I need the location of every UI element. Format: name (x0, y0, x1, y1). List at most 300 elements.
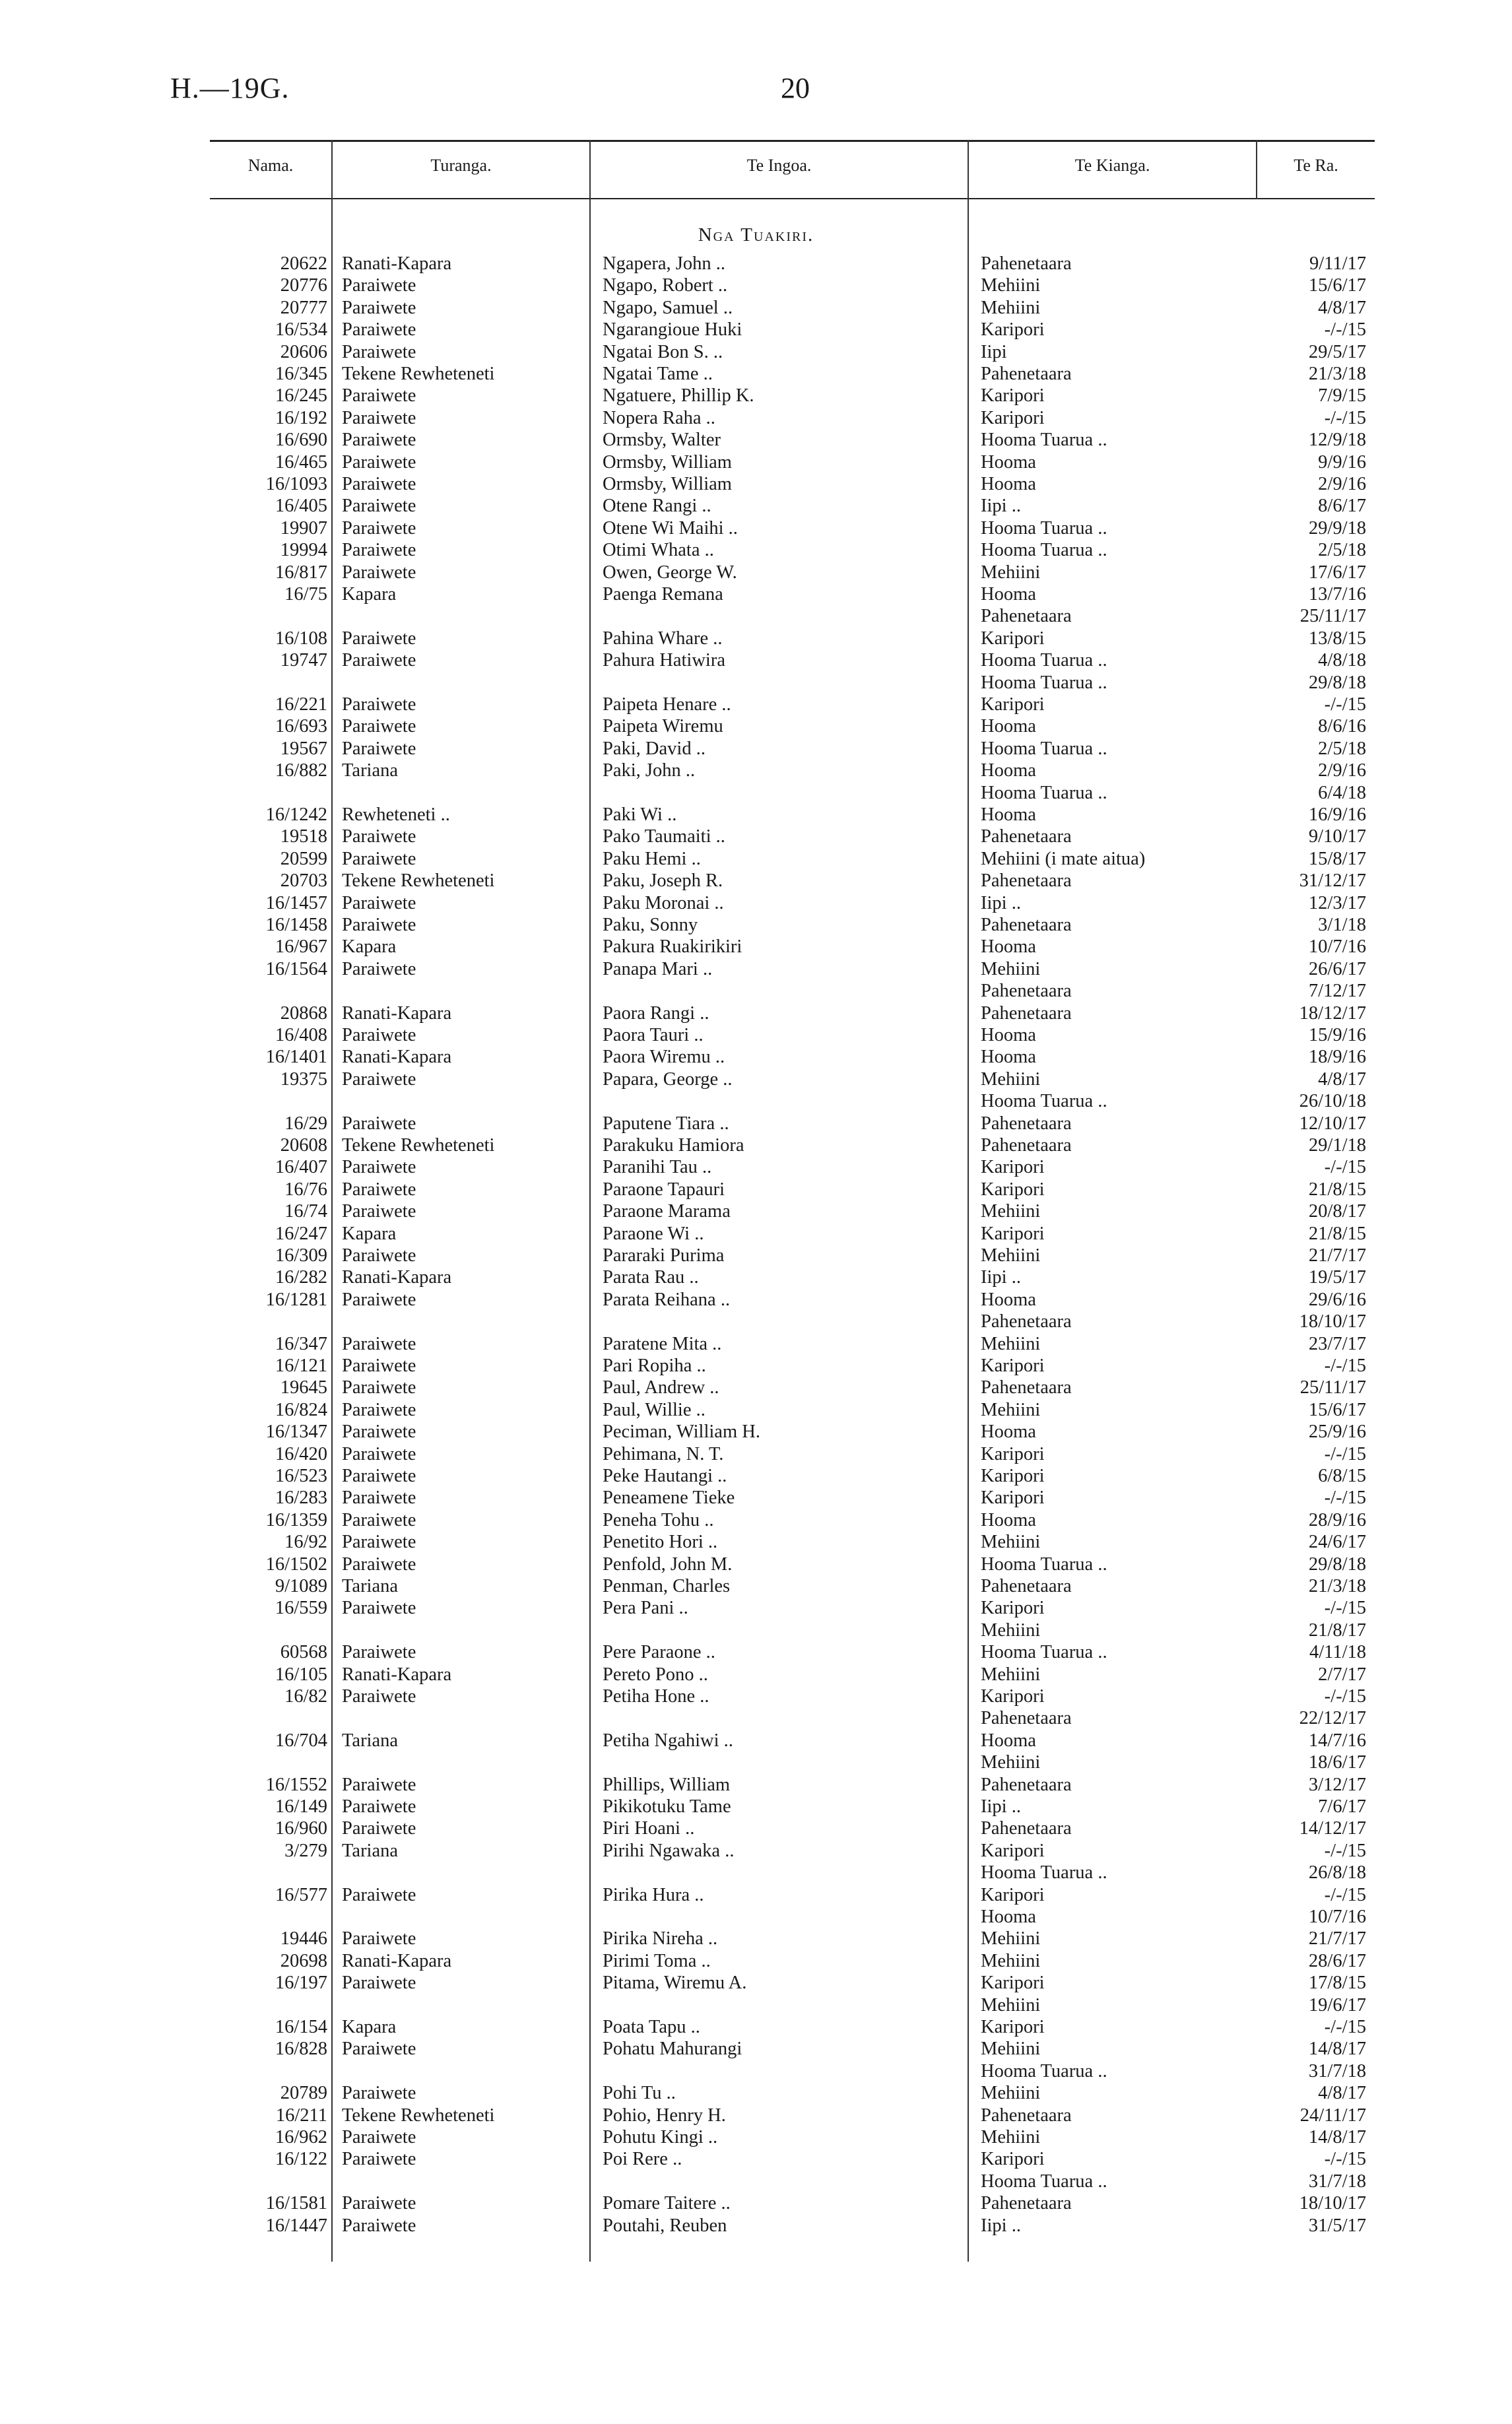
table-row (0, 936, 1512, 958)
roll-number: 16/962 (275, 2127, 327, 2147)
regiment-cell: Paraiwete (342, 1488, 416, 1508)
regiment-cell: Paraiwete (342, 628, 416, 649)
date-cell: 15/6/17 (1308, 1400, 1366, 1420)
name-cell: Pirihi Ngawaka .. (603, 1841, 735, 1861)
table-row (0, 1950, 1512, 1972)
status-cell: Hooma Tuarua .. (981, 783, 1107, 803)
status-cell: Pahenetaara (981, 1377, 1072, 1398)
regiment-cell: Paraiwete (342, 1554, 416, 1575)
status-cell: Iipi .. (981, 893, 1021, 913)
regiment-cell: Tekene Rewheteneti (342, 1135, 495, 1156)
date-cell: 4/8/17 (1318, 298, 1366, 318)
table-row (0, 473, 1512, 495)
date-cell: 18/6/17 (1308, 1752, 1366, 1773)
date-cell: 28/9/16 (1308, 1510, 1366, 1530)
report-reference: H.—19G. (170, 72, 290, 104)
status-cell: Pahenetaara (981, 2105, 1072, 2126)
name-cell: Papara, George .. (603, 1069, 733, 1090)
status-cell: Pahenetaara (981, 1003, 1072, 1024)
table-row (0, 1002, 1512, 1024)
name-cell: Otimi Whata .. (603, 540, 714, 560)
date-cell: 4/8/17 (1318, 1069, 1366, 1090)
date-cell: 6/8/15 (1318, 1466, 1366, 1486)
table-row (0, 583, 1512, 605)
regiment-cell: Ranati-Kapara (342, 253, 452, 274)
name-cell: Parata Rau .. (603, 1267, 699, 1288)
roll-number: 16/407 (275, 1157, 327, 1177)
name-cell: Ngapera, John .. (603, 253, 725, 274)
table-row (0, 1774, 1512, 1796)
table-row (0, 385, 1512, 407)
status-cell: Mehiini (981, 1752, 1041, 1773)
table-row (0, 1223, 1512, 1245)
table-row (0, 1730, 1512, 1752)
roll-number: 16/824 (275, 1400, 327, 1420)
regiment-cell: Tariana (342, 760, 399, 781)
table-row (0, 628, 1512, 649)
roll-number: 16/960 (275, 1818, 327, 1839)
date-cell: 21/3/18 (1308, 364, 1366, 384)
roll-number: 20776 (280, 275, 327, 296)
status-cell: Pahenetaara (981, 981, 1072, 1001)
status-cell: Mehiini (981, 298, 1041, 318)
name-cell: Peciman, William H. (603, 1422, 760, 1442)
roll-number: 16/465 (275, 452, 327, 473)
date-cell: 31/5/17 (1308, 2215, 1366, 2236)
roll-number: 16/405 (275, 496, 327, 516)
regiment-cell: Paraiwete (342, 385, 416, 406)
name-cell: Pomare Taitere .. (603, 2193, 731, 2213)
status-cell: Pahenetaara (981, 1818, 1072, 1839)
regiment-cell: Paraiwete (342, 474, 416, 494)
status-cell: Pahenetaara (981, 1135, 1072, 1156)
date-cell: 8/6/17 (1318, 496, 1366, 516)
date-cell: 4/8/18 (1318, 650, 1366, 671)
status-cell: Karipori (981, 628, 1045, 649)
name-cell: Paranihi Tau .. (603, 1157, 712, 1177)
date-cell: 18/12/17 (1299, 1003, 1366, 1024)
status-cell: Hooma Tuarua .. (981, 540, 1107, 560)
date-cell: 8/6/16 (1318, 716, 1366, 737)
name-cell: Paraone Tapauri (603, 1179, 725, 1200)
date-cell: 16/9/16 (1308, 804, 1366, 825)
table-row (0, 1156, 1512, 1178)
status-cell: Karipori (981, 694, 1045, 715)
status-cell: Pahenetaara (981, 870, 1072, 891)
roll-number: 20608 (280, 1135, 327, 1156)
date-cell: 21/7/17 (1308, 1928, 1366, 1949)
name-cell: Nopera Raha .. (603, 408, 715, 428)
table-row (0, 1796, 1512, 1818)
roll-number: 16/245 (275, 385, 327, 406)
status-cell: Hooma (981, 452, 1036, 473)
status-cell: Hooma Tuarua .. (981, 672, 1107, 693)
status-cell: Karipori (981, 1356, 1045, 1376)
name-cell: Pirimi Toma .. (603, 1951, 711, 1971)
table-row (0, 275, 1512, 296)
date-cell: 3/1/18 (1318, 915, 1366, 935)
date-cell: 21/8/15 (1308, 1179, 1366, 1200)
table-row (0, 297, 1512, 319)
status-cell: Mehiini (981, 1928, 1041, 1949)
roll-number: 19645 (280, 1377, 327, 1398)
date-cell: 6/4/18 (1318, 783, 1366, 803)
status-cell: Karipori (981, 1973, 1045, 1993)
status-cell: Hooma Tuarua .. (981, 2061, 1107, 2081)
name-cell: Piri Hoani .. (603, 1818, 695, 1839)
status-cell: Mehiini (981, 1951, 1041, 1971)
date-cell: 29/6/16 (1308, 1290, 1366, 1310)
table-row (0, 1752, 1512, 1773)
name-cell: Parata Reihana .. (603, 1290, 731, 1310)
status-cell: Mehiini (981, 2083, 1041, 2103)
status-cell: Pahenetaara (981, 826, 1072, 847)
roll-number: 20622 (280, 253, 327, 274)
regiment-cell: Paraiwete (342, 1796, 416, 1817)
roll-number: 16/828 (275, 2039, 327, 2059)
table-row (0, 2038, 1512, 2060)
table-row (0, 1289, 1512, 1311)
status-cell: Karipori (981, 1841, 1045, 1861)
name-cell: Ngarangioue Huki (603, 319, 742, 340)
table-row (0, 1972, 1512, 1994)
table-row (0, 517, 1512, 539)
name-cell: Ormsby, William (603, 474, 732, 494)
name-cell: Pirika Nireha .. (603, 1928, 718, 1949)
table-row (0, 1113, 1512, 1134)
roll-number: 16/92 (284, 1532, 327, 1552)
date-cell: 31/7/18 (1308, 2171, 1366, 2192)
table-row (0, 1884, 1512, 1906)
status-cell: Karipori (981, 385, 1045, 406)
date-cell: 14/7/16 (1308, 1730, 1366, 1751)
roll-number: 16/1281 (265, 1290, 327, 1310)
regiment-cell: Paraiwete (342, 849, 416, 869)
status-cell: Karipori (981, 1466, 1045, 1486)
name-cell: Paipeta Wiremu (603, 716, 723, 737)
name-cell: Pohutu Kingi .. (603, 2127, 718, 2147)
table-row (0, 2016, 1512, 2038)
status-cell: Hooma Tuarua .. (981, 1642, 1107, 1662)
table-row (0, 1487, 1512, 1509)
name-cell: Pakura Ruakirikiri (603, 936, 742, 957)
name-cell: Paipeta Henare .. (603, 694, 731, 715)
roll-number: 16/1502 (265, 1554, 327, 1575)
regiment-cell: Paraiwete (342, 2039, 416, 2059)
table-row (0, 1862, 1512, 1884)
name-cell: Paenga Remana (603, 584, 723, 605)
name-cell: Pohi Tu .. (603, 2083, 676, 2103)
date-cell: -/-/15 (1324, 1841, 1366, 1861)
table-row (0, 363, 1512, 385)
name-cell: Pere Paraone .. (603, 1642, 715, 1662)
status-cell: Karipori (981, 2149, 1045, 2169)
status-cell: Mehiini (981, 1995, 1041, 2015)
roll-number: 16/559 (275, 1598, 327, 1618)
name-cell: Ormsby, Walter (603, 430, 721, 450)
date-cell: 21/8/15 (1308, 1224, 1366, 1244)
date-cell: 21/7/17 (1308, 1245, 1366, 1266)
name-cell: Pahura Hatiwira (603, 650, 725, 671)
date-cell: 14/12/17 (1299, 1818, 1366, 1839)
name-cell: Paku Moronai .. (603, 893, 724, 913)
status-cell: Karipori (981, 408, 1045, 428)
date-cell: 14/8/17 (1308, 2039, 1366, 2059)
table-row (0, 1686, 1512, 1707)
roll-number: 3/279 (284, 1841, 327, 1861)
date-cell: -/-/15 (1324, 2017, 1366, 2037)
regiment-cell: Paraiwete (342, 496, 416, 516)
regiment-cell: Paraiwete (342, 1775, 416, 1795)
regiment-cell: Paraiwete (342, 1686, 416, 1707)
roll-number: 20868 (280, 1003, 327, 1024)
date-cell: 7/12/17 (1308, 981, 1366, 1001)
regiment-cell: Tekene Rewheteneti (342, 2105, 495, 2126)
roll-number: 16/1093 (265, 474, 327, 494)
page-number: 20 (781, 72, 810, 104)
regiment-cell: Paraiwete (342, 1201, 416, 1222)
roll-number: 16/108 (275, 628, 327, 649)
date-cell: 12/10/17 (1299, 1113, 1366, 1134)
regiment-cell: Paraiwete (342, 1334, 416, 1354)
date-cell: 29/9/18 (1308, 518, 1366, 539)
name-cell: Peneamene Tieke (603, 1488, 735, 1508)
roll-number: 16/1552 (265, 1775, 327, 1795)
roll-number: 16/1401 (265, 1047, 327, 1067)
table-row (0, 495, 1512, 517)
name-cell: Petiha Ngahiwi .. (603, 1730, 733, 1751)
regiment-cell: Paraiwete (342, 1928, 416, 1949)
regiment-cell: Ranati-Kapara (342, 1664, 452, 1685)
column-header-turanga: Turanga. (430, 156, 492, 175)
name-cell: Pikikotuku Tame (603, 1796, 731, 1817)
table-row (0, 1509, 1512, 1531)
status-cell: Hooma (981, 716, 1036, 737)
name-cell: Paraone Marama (603, 1201, 731, 1222)
name-cell: Pohatu Mahurangi (603, 2039, 742, 2059)
roll-number: 16/309 (275, 1245, 327, 1266)
regiment-cell: Ranati-Kapara (342, 1003, 452, 1024)
table-row (0, 1840, 1512, 1862)
roll-number: 16/1242 (265, 804, 327, 825)
regiment-cell: Paraiwete (342, 1377, 416, 1398)
section-title: Nga Tuakiri. (698, 224, 814, 246)
status-cell: Mehiini (981, 1334, 1041, 1354)
regiment-cell: Rewheteneti .. (342, 804, 450, 825)
regiment-cell: Paraiwete (342, 452, 416, 473)
name-cell: Panapa Mari .. (603, 959, 713, 979)
table-row (0, 1597, 1512, 1619)
name-cell: Paku, Joseph R. (603, 870, 723, 891)
name-cell: Paki Wi .. (603, 804, 677, 825)
table-row (0, 892, 1512, 914)
status-cell: Iipi .. (981, 496, 1021, 516)
table-row (0, 1399, 1512, 1421)
date-cell: 4/11/18 (1309, 1642, 1366, 1662)
name-cell: Pehimana, N. T. (603, 1444, 724, 1464)
name-cell: Pitama, Wiremu A. (603, 1973, 747, 1993)
date-cell: 9/9/16 (1318, 452, 1366, 473)
table-row (0, 848, 1512, 870)
roll-number: 16/345 (275, 364, 327, 384)
roll-number: 16/121 (275, 1356, 327, 1376)
roll-number: 16/882 (275, 760, 327, 781)
date-cell: 12/3/17 (1308, 893, 1366, 913)
status-cell: Mehiini (981, 1664, 1041, 1685)
status-cell: Hooma (981, 1047, 1036, 1067)
date-cell: 19/5/17 (1308, 1267, 1366, 1288)
regiment-cell: Tariana (342, 1730, 399, 1751)
roll-number: 16/1581 (265, 2193, 327, 2213)
table-row (0, 1245, 1512, 1266)
date-cell: 29/5/17 (1308, 342, 1366, 362)
status-cell: Hooma (981, 1025, 1036, 1045)
date-cell: 2/7/17 (1318, 1664, 1366, 1685)
name-cell: Pereto Pono .. (603, 1664, 708, 1685)
name-cell: Paku Hemi .. (603, 849, 701, 869)
status-cell: Pahenetaara (981, 1708, 1072, 1728)
date-cell: -/-/15 (1324, 2149, 1366, 2169)
roll-number: 60568 (280, 1642, 327, 1662)
status-cell: Hooma (981, 1907, 1036, 1927)
roll-number: 20698 (280, 1951, 327, 1971)
date-cell: 22/12/17 (1299, 1708, 1366, 1728)
roll-number: 16/247 (275, 1224, 327, 1244)
status-cell: Iipi .. (981, 2215, 1021, 2236)
name-cell: Paora Wiremu .. (603, 1047, 725, 1067)
table-row (0, 958, 1512, 980)
status-cell: Hooma Tuarua .. (981, 1554, 1107, 1575)
regiment-cell: Paraiwete (342, 1818, 416, 1839)
date-cell: 2/9/16 (1318, 474, 1366, 494)
table-row (0, 1024, 1512, 1046)
column-header-no: Nama. (247, 156, 294, 175)
name-cell: Pirika Hura .. (603, 1885, 704, 1905)
regiment-cell: Tekene Rewheteneti (342, 870, 495, 891)
regiment-cell: Paraiwete (342, 1356, 416, 1376)
roll-number: 16/221 (275, 694, 327, 715)
date-cell: 15/9/16 (1308, 1025, 1366, 1045)
date-cell: 28/6/17 (1308, 1951, 1366, 1971)
column-header-ra: Te Ra. (1294, 156, 1338, 175)
date-cell: 13/8/15 (1308, 628, 1366, 649)
regiment-cell: Paraiwete (342, 298, 416, 318)
roll-number: 16/523 (275, 1466, 327, 1486)
date-cell: 9/10/17 (1308, 826, 1366, 847)
date-cell: -/-/15 (1324, 319, 1366, 340)
regiment-cell: Paraiwete (342, 2083, 416, 2103)
regiment-cell: Paraiwete (342, 893, 416, 913)
status-cell: Hooma (981, 1510, 1036, 1530)
table-row (0, 2215, 1512, 2237)
status-cell: Karipori (981, 1179, 1045, 1200)
date-cell: -/-/15 (1324, 1356, 1366, 1376)
regiment-cell: Paraiwete (342, 1444, 416, 1464)
name-cell: Ngapo, Samuel .. (603, 298, 733, 318)
status-cell: Pahenetaara (981, 1576, 1072, 1596)
regiment-cell: Paraiwete (342, 915, 416, 935)
regiment-cell: Paraiwete (342, 408, 416, 428)
roll-number: 20789 (280, 2083, 327, 2103)
roll-number: 16/693 (275, 716, 327, 737)
roll-number: 16/1359 (265, 1510, 327, 1530)
name-cell: Parakuku Hamiora (603, 1135, 744, 1156)
roll-number: 19994 (280, 540, 327, 560)
table-row (0, 1266, 1512, 1288)
table-row (0, 1641, 1512, 1663)
regiment-cell: Kapara (342, 936, 397, 957)
status-cell: Hooma Tuarua .. (981, 430, 1107, 450)
table-row (0, 804, 1512, 826)
status-cell: Mehiini (981, 1201, 1041, 1222)
name-cell: Paul, Willie .. (603, 1400, 706, 1420)
date-cell: 14/8/17 (1308, 2127, 1366, 2147)
table-row (0, 2148, 1512, 2170)
date-cell: -/-/15 (1324, 1885, 1366, 1905)
roll-number: 16/347 (275, 1334, 327, 1354)
table-row (0, 2126, 1512, 2148)
regiment-cell: Paraiwete (342, 2215, 416, 2236)
name-cell: Paora Tauri .. (603, 1025, 704, 1045)
regiment-cell: Paraiwete (342, 1466, 416, 1486)
date-cell: 21/3/18 (1308, 1576, 1366, 1596)
name-cell: Ngatuere, Phillip K. (603, 385, 754, 406)
status-cell: Mehiini (981, 1245, 1041, 1266)
date-cell: 3/12/17 (1308, 1775, 1366, 1795)
table-row (0, 826, 1512, 847)
table-row (0, 1311, 1512, 1332)
date-cell: -/-/15 (1324, 1157, 1366, 1177)
roll-number: 16/1564 (265, 959, 327, 979)
name-cell: Ngatai Tame .. (603, 364, 713, 384)
table-row (0, 1906, 1512, 1928)
roll-number: 16/1347 (265, 1422, 327, 1442)
date-cell: -/-/15 (1324, 694, 1366, 715)
table-row (0, 1531, 1512, 1553)
table-row (0, 341, 1512, 363)
date-cell: 10/7/16 (1308, 936, 1366, 957)
table-row (0, 1707, 1512, 1729)
status-cell: Mehiini (981, 1532, 1041, 1552)
table-row (0, 2105, 1512, 2126)
table-row (0, 980, 1512, 1002)
status-cell: Hooma (981, 474, 1036, 494)
name-cell: Petiha Hone .. (603, 1686, 709, 1707)
column-header-kianga: Te Kianga. (1074, 156, 1150, 175)
table-row (0, 605, 1512, 627)
regiment-cell: Paraiwete (342, 1245, 416, 1266)
table-row (0, 1046, 1512, 1068)
table-row (0, 1421, 1512, 1443)
name-cell: Poutahi, Reuben (603, 2215, 727, 2236)
table-row (0, 1664, 1512, 1686)
status-cell: Iipi (981, 342, 1007, 362)
name-cell: Ormsby, William (603, 452, 732, 473)
date-cell: 15/6/17 (1308, 275, 1366, 296)
status-cell: Hooma Tuarua .. (981, 1862, 1107, 1883)
table-row (0, 1068, 1512, 1090)
regiment-cell: Paraiwete (342, 1113, 416, 1134)
name-cell: Pohio, Henry H. (603, 2105, 726, 2126)
roll-number: 19747 (280, 650, 327, 671)
regiment-cell: Paraiwete (342, 1157, 416, 1177)
table-row (0, 1377, 1512, 1398)
roll-number: 16/122 (275, 2149, 327, 2169)
regiment-cell: Paraiwete (342, 2127, 416, 2147)
name-cell: Pahina Whare .. (603, 628, 723, 649)
name-cell: Peke Hautangi .. (603, 1466, 727, 1486)
table-row (0, 429, 1512, 451)
